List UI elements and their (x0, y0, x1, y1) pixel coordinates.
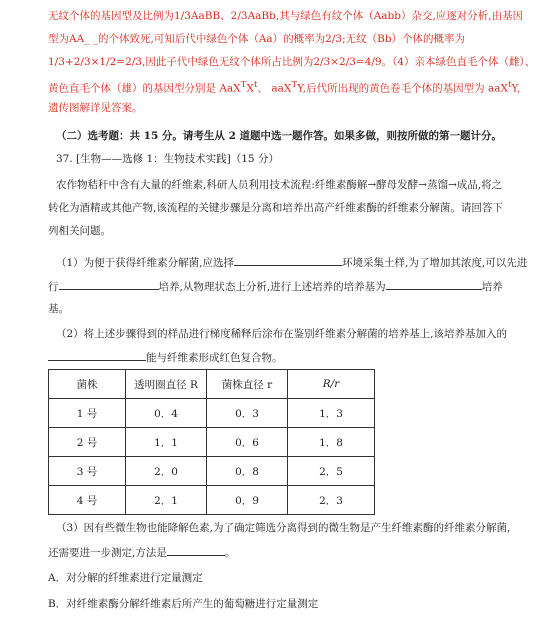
answer-blank-1[interactable] (234, 254, 342, 266)
answer-blank-2[interactable] (59, 278, 159, 290)
q1-line-1 (56, 254, 534, 271)
table-cell: 2．1 (126, 486, 207, 515)
q2-line-2 (48, 349, 534, 366)
option-a: A．对分解的纤维素进行定量测定 (48, 572, 203, 584)
line4-x: X (246, 82, 254, 95)
table-cell: 0．6 (207, 428, 288, 457)
table-cell: 1．3 (288, 399, 375, 428)
answer-blank-3[interactable] (386, 278, 482, 290)
sup-t2: t (507, 80, 512, 90)
intro-line-2: 转化为酒精或其他产物,该流程的关键步骤是分离和培养出高产纤维素酶的纤维素分解菌。请回答下 (48, 202, 503, 214)
q2-text-b: 能与纤维素形成红色复合物。 (146, 352, 283, 364)
red-answer-line-1: 无纹个体的基因型及比例为1/3AaBB、2/3AaBb,其与绿色有纹个体（Aabb）杂交,应逐对分析,由基因 (48, 10, 524, 22)
intro-line-3: 列相关问题。 (48, 225, 111, 237)
red-answer-line-5: 遗传图解详见答案。 (48, 102, 143, 114)
table-row (49, 399, 375, 428)
option-b: B．对纤维素酶分解纤维素后所产生的葡萄糖进行定量测定 (48, 598, 319, 610)
red-answer-line-2: 型为AA_ _的个体致死,可知后代中绿色个体（Aa）的概率为2/3;无纹（Bb）个体的概率为 (48, 33, 466, 45)
q3-line-2 (48, 544, 534, 561)
red-answer-line-3: 1/3+2/3×1/2=2/3,因此子代中绿色无纹个体所占比例为2/3×2/3=4/9。（4）亲本绿色直毛个体（雌）、 (48, 56, 536, 68)
table-header: R/r (288, 370, 375, 399)
table-header: 透明圈直径 R (126, 370, 207, 399)
q1-text-c: 行 (48, 281, 59, 293)
table-row (49, 486, 375, 515)
question-37-title: 37. [生物——选修 1：生物技术实践]（15 分） (56, 153, 279, 165)
q1-text-e: 培养 (481, 281, 503, 293)
q1-line-3: 基。 (48, 303, 69, 315)
sup-T2: T (291, 80, 298, 90)
section-header: （二）选考题：共 15 分。请考生从 2 道题中选一题作答。如果多做，则按所做的第一题计分。 (56, 130, 503, 142)
line4-rest: Y,后代所出现的黄色卷毛个体的基因型为 aaX (297, 82, 508, 95)
sup-t1: t (253, 80, 258, 90)
table-cell: 4 号 (49, 486, 126, 515)
q2-line-1: （2）将上述步骤得到的样品进行梯度稀释后涂布在鉴别纤维素分解菌的培养基上,该培养基加入的 (56, 328, 508, 340)
q1-text-d: 培养,从物理状态上分析,进行上述培养的培养基为 (158, 281, 386, 293)
answer-blank-5[interactable] (167, 544, 225, 556)
line4-mid: 、 aaX (257, 82, 292, 95)
table-cell: 2．3 (288, 486, 375, 515)
table-row (49, 457, 375, 486)
q1-line-2 (48, 278, 534, 295)
table-cell: 1 号 (49, 399, 126, 428)
intro-line-1: 农作物秸秆中含有大量的纤维素,科研人员利用技术流程:纤维素酶解→酵母发酵→蒸馏→成品,将之 (56, 179, 503, 191)
strain-table (48, 369, 375, 515)
line4-part1: 黄色直毛个体（雄）的基因型分别是 AaX (48, 82, 241, 95)
q3-text-c: 。 (224, 547, 236, 559)
table-cell: 2．5 (288, 457, 375, 486)
table-header: 菌株 (49, 370, 126, 399)
table-header-row (49, 370, 375, 399)
q3-text-b: 还需要进一步测定,方法是 (48, 547, 167, 559)
table-cell: 3 号 (49, 457, 126, 486)
table-cell: 2．0 (126, 457, 207, 486)
table-row (49, 428, 375, 457)
table-header: 菌株直径 r (207, 370, 288, 399)
q1-text-a: （1）为便于获得纤维素分解菌,应选择 (56, 257, 235, 269)
answer-blank-4[interactable] (48, 349, 146, 361)
q3-line-1: （3）因有些微生物也能降解色素,为了确定筛选分离得到的微生物是产生纤维素酶的纤维素分解菌, (56, 522, 511, 534)
table-cell: 2 号 (49, 428, 126, 457)
table-cell: 1．1 (126, 428, 207, 457)
table-cell: 0．9 (207, 486, 288, 515)
red-answer-line-4 (48, 77, 534, 97)
table-cell: 1．8 (288, 428, 375, 457)
line4-end: Y, (511, 82, 521, 95)
table-cell: 0．3 (207, 399, 288, 428)
table-cell: 0．4 (126, 399, 207, 428)
sup-T1: T (240, 80, 247, 90)
q1-text-b: 环境采集土样,为了增加其浓度,可以先进 (342, 257, 528, 269)
table-cell: 0．8 (207, 457, 288, 486)
